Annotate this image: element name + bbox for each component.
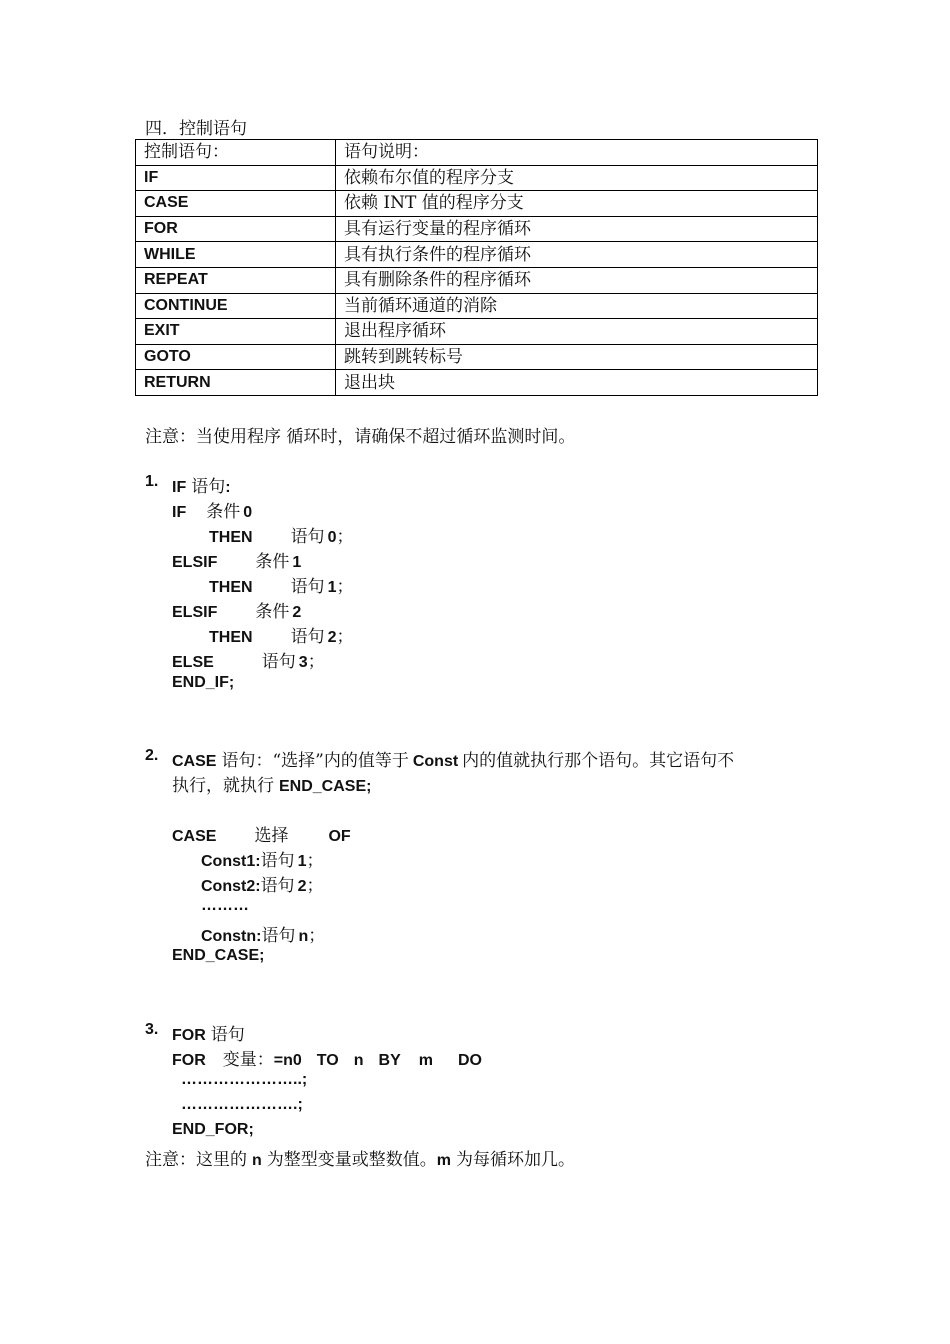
for-section-heading: FOR 语句 (172, 1025, 245, 1045)
statement-keyword: WHILE (136, 242, 336, 268)
table-header-row (136, 140, 818, 166)
case-section-number: 2. (145, 747, 159, 764)
for-note: 注意：这里的 n 为整型变量或整数值。m 为每循环加几。 (145, 1150, 576, 1170)
for-line-end: END_FOR; (172, 1121, 254, 1138)
case-line-end: END_CASE; (172, 947, 265, 964)
if-line-elsif-2: ELSIF 条件 2 (172, 602, 302, 622)
if-line-then-0: THEN 语句 0； (209, 527, 354, 547)
case-line-constn: Constn:语句 n； (201, 926, 326, 946)
case-line-header: CASE 选择 OF (172, 826, 351, 846)
case-description-line-2: 执行，就执行 END_CASE; (172, 776, 372, 796)
statement-keyword: FOR (136, 216, 336, 242)
if-section-number: 1. (145, 473, 159, 490)
statement-description: 退出块 (336, 370, 818, 396)
for-section-number: 3. (145, 1021, 159, 1038)
statement-keyword: EXIT (136, 319, 336, 345)
if-line-condition-0: IF 条件 0 (172, 502, 253, 522)
if-line-then-1: THEN 语句 1； (209, 577, 354, 597)
statement-keyword: CASE (136, 191, 336, 217)
table-row (136, 319, 818, 345)
header-cell-statement: 控制语句： (136, 140, 336, 166)
statement-keyword: REPEAT (136, 267, 336, 293)
case-line-ellipsis: ……… (201, 897, 249, 914)
if-line-end: END_IF; (172, 674, 235, 691)
table-row (136, 165, 818, 191)
statement-description: 跳转到跳转标号 (336, 344, 818, 370)
for-line-header: FOR 变量：=n0 TO n BY m DO (172, 1050, 482, 1070)
loop-monitor-note: 注意：当使用程序 循环时，请确保不超过循环监测时间。 (145, 427, 576, 447)
case-line-const1: Const1:语句 1； (201, 851, 324, 871)
table-row (136, 242, 818, 268)
statement-keyword: CONTINUE (136, 293, 336, 319)
statement-description: 依赖布尔值的程序分支 (336, 165, 818, 191)
for-body-line-2: ………………….; (181, 1096, 303, 1113)
statement-description: 具有删除条件的程序循环 (336, 267, 818, 293)
if-section-heading: IF 语句: (172, 477, 231, 497)
table-row (136, 293, 818, 319)
table-row (136, 191, 818, 217)
statement-description: 当前循环通道的消除 (336, 293, 818, 319)
statement-description: 退出程序循环 (336, 319, 818, 345)
case-line-const2: Const2:语句 2； (201, 876, 324, 896)
control-statements-table (135, 139, 818, 396)
for-body-line-1: …………………..; (181, 1071, 308, 1088)
statement-keyword: RETURN (136, 370, 336, 396)
if-line-else: ELSE 语句 3； (172, 652, 325, 672)
statement-description: 依赖 INT 值的程序分支 (336, 191, 818, 217)
table-row (136, 216, 818, 242)
table-row (136, 344, 818, 370)
table-row (136, 267, 818, 293)
case-description-line-1: CASE 语句：“选择”内的值等于 Const 内的值就执行那个语句。其它语句不 (172, 751, 735, 771)
header-cell-description: 语句说明： (336, 140, 818, 166)
statement-description: 具有运行变量的程序循环 (336, 216, 818, 242)
statement-description: 具有执行条件的程序循环 (336, 242, 818, 268)
statement-keyword: IF (136, 165, 336, 191)
statement-keyword: GOTO (136, 344, 336, 370)
if-line-elsif-1: ELSIF 条件 1 (172, 552, 302, 572)
table-row (136, 370, 818, 396)
if-line-then-2: THEN 语句 2； (209, 627, 354, 647)
section-title: 四．控制语句 (145, 119, 247, 139)
